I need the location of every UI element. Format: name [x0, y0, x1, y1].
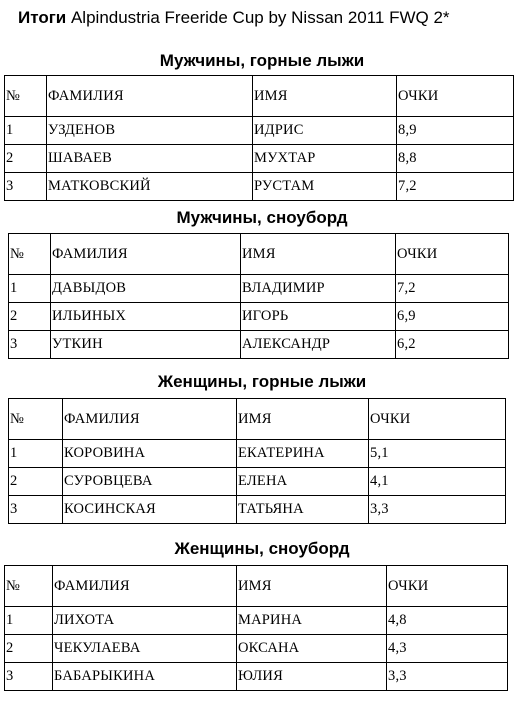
cell-points: 4,3: [387, 635, 508, 663]
cell-name: ТАТЬЯНА: [237, 496, 369, 524]
cell-surname: КОРОВИНА: [63, 440, 237, 468]
cell-name: ЮЛИЯ: [237, 663, 387, 691]
cell-points: 4,1: [369, 468, 506, 496]
cell-points: 7,2: [397, 173, 514, 201]
table-row: [5, 663, 508, 691]
table-header-row: [9, 234, 509, 275]
cell-num: 2: [5, 145, 47, 173]
cell-num: 2: [9, 468, 63, 496]
cell-points: 6,2: [396, 331, 509, 359]
cell-name: АЛЕКСАНДР: [241, 331, 396, 359]
results-table-women-ski: [8, 398, 506, 524]
header-surname: ФАМИЛИЯ: [51, 234, 241, 275]
results-table-men-snowboard: [8, 233, 509, 359]
cell-name: МАРИНА: [237, 607, 387, 635]
cell-surname: ДАВЫДОВ: [51, 275, 241, 303]
cell-name: РУСТАМ: [253, 173, 397, 201]
header-num: №: [5, 76, 47, 117]
section-heading-men-snowboard: Мужчины, сноуборд: [176, 208, 348, 227]
table-header-row: [9, 399, 506, 440]
cell-surname: СУРОВЦЕВА: [63, 468, 237, 496]
cell-surname: УЗДЕНОВ: [47, 117, 253, 145]
table-row: [9, 331, 509, 359]
cell-points: 7,2: [396, 275, 509, 303]
cell-name: ИДРИС: [253, 117, 397, 145]
results-table-women-snowboard: [4, 565, 508, 691]
cell-surname: ШАВАЕВ: [47, 145, 253, 173]
cell-surname: КОСИНСКАЯ: [63, 496, 237, 524]
table-row: [5, 635, 508, 663]
cell-points: 8,9: [397, 117, 514, 145]
header-num: №: [9, 399, 63, 440]
page-title: [18, 8, 518, 28]
cell-num: 1: [9, 275, 51, 303]
header-name: ИМЯ: [241, 234, 396, 275]
table-row: [5, 607, 508, 635]
cell-num: 3: [5, 173, 47, 201]
cell-surname: БАБАРЫКИНА: [53, 663, 237, 691]
cell-surname: ИЛЬИНЫХ: [51, 303, 241, 331]
cell-num: 1: [5, 117, 47, 145]
cell-num: 3: [9, 496, 63, 524]
cell-num: 2: [9, 303, 51, 331]
cell-points: 5,1: [369, 440, 506, 468]
table-row: [9, 468, 506, 496]
table-header-row: [5, 76, 514, 117]
results-table-men-ski: [4, 75, 514, 201]
cell-num: 3: [5, 663, 53, 691]
cell-num: 1: [9, 440, 63, 468]
header-surname: ФАМИЛИЯ: [63, 399, 237, 440]
section-heading-men-ski: Мужчины, горные лыжи: [159, 51, 365, 70]
cell-points: 6,9: [396, 303, 509, 331]
header-name: ИМЯ: [237, 399, 369, 440]
cell-name: ОКСАНА: [237, 635, 387, 663]
cell-num: 1: [5, 607, 53, 635]
cell-points: 3,3: [387, 663, 508, 691]
header-num: №: [5, 566, 53, 607]
cell-name: МУХТАР: [253, 145, 397, 173]
page-title-bold: Итоги: [18, 8, 67, 27]
section-heading-women-ski: Женщины, горные лыжи: [157, 372, 367, 391]
table-row: [5, 145, 514, 173]
table-row: [9, 496, 506, 524]
header-points: ОЧКИ: [396, 234, 509, 275]
table-row: [9, 303, 509, 331]
cell-surname: УТКИН: [51, 331, 241, 359]
header-points: ОЧКИ: [369, 399, 506, 440]
header-name: ИМЯ: [237, 566, 387, 607]
cell-num: 2: [5, 635, 53, 663]
cell-surname: ЛИХОТА: [53, 607, 237, 635]
cell-name: ЕЛЕНА: [237, 468, 369, 496]
cell-surname: МАТКОВСКИЙ: [47, 173, 253, 201]
table-row: [9, 275, 509, 303]
header-points: ОЧКИ: [397, 76, 514, 117]
page-title-rest: Alpindustria Freeride Cup by Nissan 2011 FWQ 2*: [66, 8, 450, 27]
cell-num: 3: [9, 331, 51, 359]
cell-name: ВЛАДИМИР: [241, 275, 396, 303]
table-row: [9, 440, 506, 468]
cell-surname: ЧЕКУЛАЕВА: [53, 635, 237, 663]
cell-points: 8,8: [397, 145, 514, 173]
cell-name: ИГОРЬ: [241, 303, 396, 331]
cell-name: ЕКАТЕРИНА: [237, 440, 369, 468]
header-points: ОЧКИ: [387, 566, 508, 607]
table-header-row: [5, 566, 508, 607]
header-surname: ФАМИЛИЯ: [47, 76, 253, 117]
table-row: [5, 173, 514, 201]
header-name: ИМЯ: [253, 76, 397, 117]
header-surname: ФАМИЛИЯ: [53, 566, 237, 607]
table-row: [5, 117, 514, 145]
header-num: №: [9, 234, 51, 275]
cell-points: 4,8: [387, 607, 508, 635]
section-heading-women-snowboard: Женщины, сноуборд: [174, 539, 350, 558]
cell-points: 3,3: [369, 496, 506, 524]
